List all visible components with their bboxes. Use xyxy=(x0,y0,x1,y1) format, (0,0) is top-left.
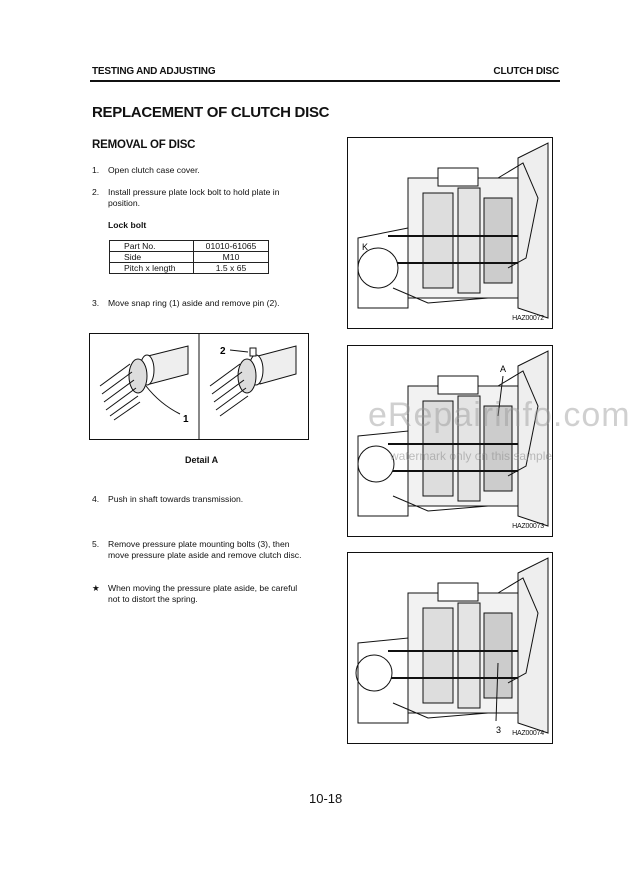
step-text: Install pressure plate lock bolt to hold plate in position. xyxy=(108,187,280,208)
table-key: Part No. xyxy=(110,241,194,252)
step-number: 4. xyxy=(92,494,100,504)
callout-3: 3 xyxy=(496,725,502,735)
watermark-text: eRepairinfo.com xyxy=(368,396,631,434)
step-3 xyxy=(92,298,307,309)
header-right: CLUTCH DISC xyxy=(493,66,559,77)
table-value: M10 xyxy=(194,252,269,263)
lock-bolt-table xyxy=(109,240,269,274)
step-4 xyxy=(92,494,307,505)
transmission-drawing-1 xyxy=(348,138,552,328)
detail-a-drawing xyxy=(90,334,308,439)
note-text: When moving the pressure plate aside, be careful not to distort the spring. xyxy=(108,583,298,604)
table-value: 01010-61065 xyxy=(194,241,269,252)
step-text: Open clutch case cover. xyxy=(108,165,200,175)
header-rule xyxy=(90,80,560,82)
transmission-drawing-2 xyxy=(348,346,552,536)
step-number: 3. xyxy=(92,298,100,308)
step-text: Push in shaft towards transmission. xyxy=(108,494,244,504)
figure-code: HAZ00073 xyxy=(512,523,544,530)
figure-transmission-3 xyxy=(347,552,553,744)
step-text: Move snap ring (1) aside and remove pin (2). xyxy=(108,298,280,308)
page-number: 10-18 xyxy=(309,791,343,806)
header-left: TESTING AND ADJUSTING xyxy=(92,66,216,77)
table-value: 1.5 x 65 xyxy=(194,263,269,274)
step-5 xyxy=(92,539,307,561)
table-key: Side xyxy=(110,252,194,263)
lock-bolt-label: Lock bolt xyxy=(108,220,147,230)
detail-a-illustration xyxy=(89,333,309,440)
callout-1: 1 xyxy=(183,414,189,425)
watermark-subtext: watermark only on this sample xyxy=(390,449,553,463)
callout-a: A xyxy=(500,364,507,374)
step-text: Remove pressure plate mounting bolts (3), then move pressure plate aside and remove clutch disc. xyxy=(108,539,302,560)
step-2 xyxy=(92,187,307,209)
step-number: 5. xyxy=(92,539,100,549)
step-number: 2. xyxy=(92,187,100,197)
note-caution xyxy=(92,583,307,605)
page-title: REPLACEMENT OF CLUTCH DISC xyxy=(92,104,330,121)
transmission-drawing-3 xyxy=(348,553,552,743)
figure-transmission-1 xyxy=(347,137,553,329)
table-row xyxy=(110,241,269,252)
callout-2: 2 xyxy=(220,346,226,357)
step-number: 1. xyxy=(92,165,100,175)
figure-code: HAZ00074 xyxy=(512,730,544,737)
detail-a-caption: Detail A xyxy=(185,455,219,465)
callout-k: K xyxy=(362,242,369,252)
section-title: REMOVAL OF DISC xyxy=(92,139,196,151)
step-1 xyxy=(92,165,307,176)
figure-transmission-2 xyxy=(347,345,553,537)
star-icon: ★ xyxy=(92,583,100,593)
table-row xyxy=(110,263,269,274)
figure-code: HAZ00072 xyxy=(512,315,544,322)
table-key: Pitch x length xyxy=(110,263,194,274)
table-row xyxy=(110,252,269,263)
